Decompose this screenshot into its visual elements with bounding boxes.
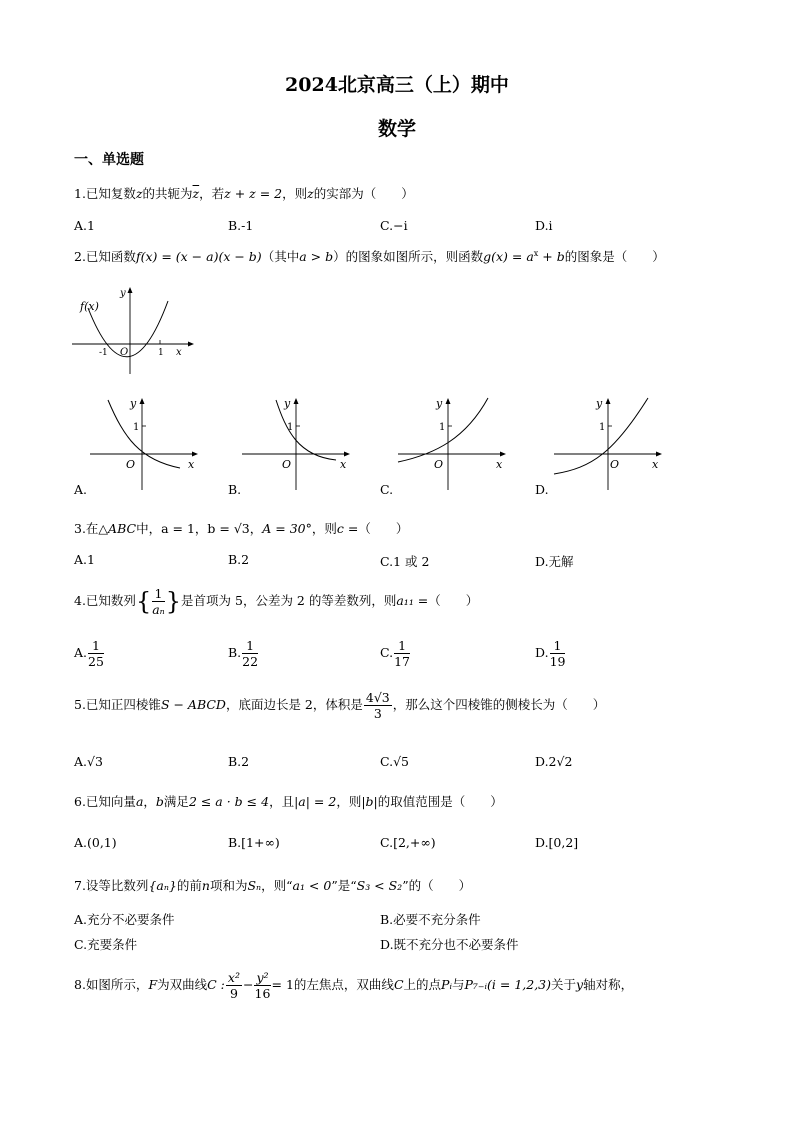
q7-text-3: 项和为	[209, 878, 248, 893]
q1-option-d: D.i	[535, 218, 553, 233]
x-axis-arrow	[500, 452, 506, 457]
q8-text-7: 轴对称，	[583, 977, 634, 992]
question-8	[74, 970, 633, 1001]
x-label: x	[496, 458, 503, 471]
q4-opt-a-num: 1	[88, 638, 104, 654]
q5-text-2: ，底面边长是 2，体积是	[225, 697, 363, 712]
q7-n: n	[201, 878, 210, 893]
q2-text-3: ）的图象如图所示，则函数	[333, 249, 484, 264]
q7-text-4: ，则“	[261, 878, 293, 893]
question-6	[74, 792, 503, 810]
q2-fx: f(x) = (x − a)(x − b)	[135, 249, 262, 264]
y-label: y	[436, 397, 443, 410]
q8-eq: = 1	[271, 977, 294, 992]
q8-frac-1-den: 9	[229, 986, 238, 1001]
q3-text-2: 中，	[136, 521, 162, 536]
q8-frac-1	[226, 970, 242, 1001]
q3-text-4: （ ）	[358, 521, 409, 536]
origin-label: O	[120, 347, 129, 358]
q1-text-2: 的共轭为	[142, 186, 193, 201]
q3-option-c: C.1 或 2	[380, 554, 430, 569]
q4-opt-a-label: A.	[74, 645, 88, 660]
x-label: x	[652, 458, 659, 471]
q7-sn: Sₙ	[247, 878, 262, 893]
q8-c-2: C	[393, 977, 404, 992]
q7-cond-2: S₃ < S₂	[356, 878, 403, 893]
x-label: x	[176, 347, 182, 358]
q3-angle: A = 30°	[262, 521, 312, 536]
q2-gx-tail: + b	[538, 249, 565, 264]
q4-text-2: 是首项为 5，公差为 2 的等差数列，则	[181, 593, 397, 608]
q5-vol-num: 4√3	[365, 690, 390, 705]
q6-norm-a: |a| = 2	[294, 794, 337, 809]
q7-text-2: 的前	[176, 878, 202, 893]
q4-opt-b-den: 22	[242, 654, 259, 669]
q8-text-4: 上的点	[403, 977, 442, 992]
q6-option-a: A.(0,1)	[74, 835, 117, 850]
q2-graph-d	[552, 394, 667, 492]
q8-frac-2-num: y²	[256, 970, 269, 985]
question-2	[74, 247, 665, 265]
q6-text-4: ，则	[336, 794, 362, 809]
q5-option-b: B.2	[228, 754, 250, 769]
q4-opt-c-num: 1	[394, 638, 410, 654]
y-axis-arrow	[606, 398, 611, 404]
question-4	[74, 586, 478, 617]
q1-text-4: ，则	[282, 186, 308, 201]
x-axis-arrow	[188, 342, 194, 347]
q4-option-a	[74, 638, 105, 669]
q5-option-c: C.√5	[380, 754, 410, 769]
y-axis-arrow	[140, 398, 145, 404]
q8-frac-1-num: x²	[227, 970, 240, 985]
q4-opt-d-num: 1	[550, 638, 566, 654]
q2-graph-c	[396, 394, 511, 492]
origin-label: O	[282, 458, 292, 471]
q4-text: 4.已知数列	[74, 593, 136, 608]
q3-text-3: ，则	[311, 521, 337, 536]
question-7	[74, 876, 471, 894]
q1-option-a: A.1	[74, 218, 95, 233]
q2-text-2: （其中	[261, 249, 300, 264]
q3-option-d: D.无解	[535, 554, 574, 569]
q3-text: 3.在△	[74, 521, 109, 536]
q4-opt-c-den: 17	[394, 654, 410, 669]
q1-option-c: C.−i	[380, 218, 408, 233]
q3-c: c =	[336, 521, 359, 536]
x-axis-arrow	[656, 452, 662, 457]
q4-opt-a-den: 25	[88, 654, 104, 669]
x-axis-arrow	[192, 452, 198, 457]
q4-opt-d-den: 19	[549, 654, 566, 669]
q5-text-3: ，那么这个四棱锥的侧棱长为（ ）	[392, 697, 606, 712]
q4-option-d	[535, 638, 566, 669]
question-3	[74, 519, 408, 537]
q1-text-5: 的实部为（ ）	[313, 186, 414, 201]
y-label: y	[120, 288, 126, 299]
q4-brace-right: }	[165, 587, 182, 616]
q8-pi: Pᵢ	[441, 977, 452, 992]
q8-text-2: 为双曲线	[157, 977, 208, 992]
q4-opt-c-label: C.	[380, 645, 394, 660]
question-1	[74, 184, 414, 202]
q2-gx-sup: x	[533, 248, 539, 258]
q5-vol-den: 3	[373, 706, 382, 721]
q5-text: 5.已知正四棱锥	[74, 697, 161, 712]
q7-cond-1: a₁ < 0	[292, 878, 332, 893]
q4-opt-b-label: B.	[228, 645, 242, 660]
q2-option-b: B.	[228, 482, 242, 497]
q8-yaxis: y	[576, 977, 584, 992]
q2-text: 2.已知函数	[74, 249, 136, 264]
q2-option-a: A.	[74, 482, 88, 497]
q8-c: C :	[207, 977, 225, 992]
q4-frac-num: 1	[152, 586, 165, 602]
q6-vec-a: a	[135, 794, 144, 809]
q7-seq: {aₙ}	[148, 878, 177, 893]
q4-frac-den: aₙ	[152, 602, 165, 617]
subject-title: 数学	[377, 118, 416, 140]
q1-var-z: z	[135, 186, 143, 201]
x-label: x	[188, 458, 195, 471]
q6-text: 6.已知向量	[74, 794, 136, 809]
q5-pyramid: S − ABCD	[160, 697, 226, 712]
y-label: y	[130, 397, 137, 410]
q7-text: 7.设等比数列	[74, 878, 149, 893]
y-label: y	[596, 397, 603, 410]
q2-option-c: C.	[380, 482, 394, 497]
q5-volume	[364, 690, 392, 721]
origin-label: O	[610, 458, 620, 471]
neg-one-label: -1	[99, 348, 108, 358]
q4-text-3: （ ）	[428, 593, 479, 608]
q4-option-c	[380, 638, 411, 669]
one-label: 1	[287, 422, 294, 433]
q8-frac-2	[254, 970, 270, 1001]
question-5	[74, 690, 605, 721]
q5-option-a: A.√3	[74, 754, 103, 769]
one-label: 1	[439, 422, 446, 433]
q6-ineq: 2 ≤ a · b ≤ 4	[188, 794, 270, 809]
q4-fraction	[152, 586, 165, 617]
q8-text-5: 与	[451, 977, 465, 992]
q2-option-d: D.	[535, 482, 549, 497]
section-heading: 一、单选题	[74, 152, 144, 168]
q2-main-graph	[70, 284, 200, 376]
y-axis-arrow	[446, 398, 451, 404]
q5-option-d: D.2√2	[535, 754, 573, 769]
q1-text: 1.已知复数	[74, 186, 136, 201]
q4-a11: a₁₁ =	[396, 593, 429, 608]
q1-equation: z + z = 2	[224, 186, 283, 201]
q7-option-c: C.充要条件	[74, 937, 138, 952]
q3-given: a = 1，b = √3，	[161, 521, 263, 536]
q8-p7: P₇₋ᵢ	[464, 977, 488, 992]
one-label: 1	[599, 422, 606, 433]
q2-gx: g(x) = a	[483, 249, 534, 264]
q1-option-b: B.-1	[228, 218, 254, 233]
q8-text-6: 关于	[551, 977, 577, 992]
q3-option-a: A.1	[74, 552, 95, 567]
q6-option-c: C.[2,+∞)	[380, 835, 436, 850]
one-label: 1	[133, 422, 140, 433]
q2-graph-b	[240, 394, 355, 492]
q3-option-b: B.2	[228, 552, 250, 567]
q7-option-b: B.必要不充分条件	[380, 912, 481, 927]
fx-label: f(x)	[80, 300, 99, 313]
q2-graph-a	[88, 394, 203, 492]
q3-abc: ABC	[108, 521, 137, 536]
y-label: y	[284, 397, 291, 410]
x-axis-arrow	[344, 452, 350, 457]
q8-f: F	[148, 977, 158, 992]
y-axis-arrow	[294, 398, 299, 404]
q6-option-b: B.[1+∞)	[228, 835, 280, 850]
q1-text-3: ，若	[199, 186, 225, 201]
q6-comma: ，	[143, 794, 156, 809]
q1-var-zbar: $\overline{z}$	[192, 186, 200, 201]
x-label: x	[340, 458, 347, 471]
origin-label: O	[126, 458, 136, 471]
q7-text-6: ”的（ ）	[402, 878, 472, 893]
q8-frac-2-den: 16	[254, 986, 271, 1001]
q4-opt-b-num: 1	[242, 638, 258, 654]
q6-text-5: 的取值范围是（ ）	[377, 794, 503, 809]
q7-option-a: A.充分不必要条件	[74, 912, 175, 927]
q6-text-3: ，且	[269, 794, 295, 809]
q1-var-z-2: z	[307, 186, 314, 201]
q4-opt-d-label: D.	[535, 645, 549, 660]
q2-text-4: 的图象是（ ）	[564, 249, 665, 264]
page-title: 2024北京高三（上）期中	[285, 74, 509, 96]
q8-text: 8.如图所示，	[74, 977, 149, 992]
origin-label: O	[434, 458, 444, 471]
q8-text-3: 的左焦点，双曲线	[293, 977, 394, 992]
curve-a	[108, 400, 180, 468]
q7-text-5: ”是“	[331, 878, 357, 893]
q2-cond: a > b	[299, 249, 334, 264]
q6-norm-b: |b|	[361, 794, 378, 809]
q4-option-b	[228, 638, 259, 669]
q7-option-d: D.既不充分也不必要条件	[380, 937, 519, 952]
y-axis-arrow	[128, 287, 133, 293]
q8-minus: −	[242, 977, 254, 992]
q6-option-d: D.[0,2]	[535, 835, 579, 850]
q8-range: (i = 1,2,3)	[487, 977, 552, 992]
q6-text-2: 满足	[163, 794, 189, 809]
q4-brace-left: {	[135, 587, 152, 616]
q6-vec-b: b	[155, 794, 164, 809]
one-label: 1	[158, 348, 164, 358]
